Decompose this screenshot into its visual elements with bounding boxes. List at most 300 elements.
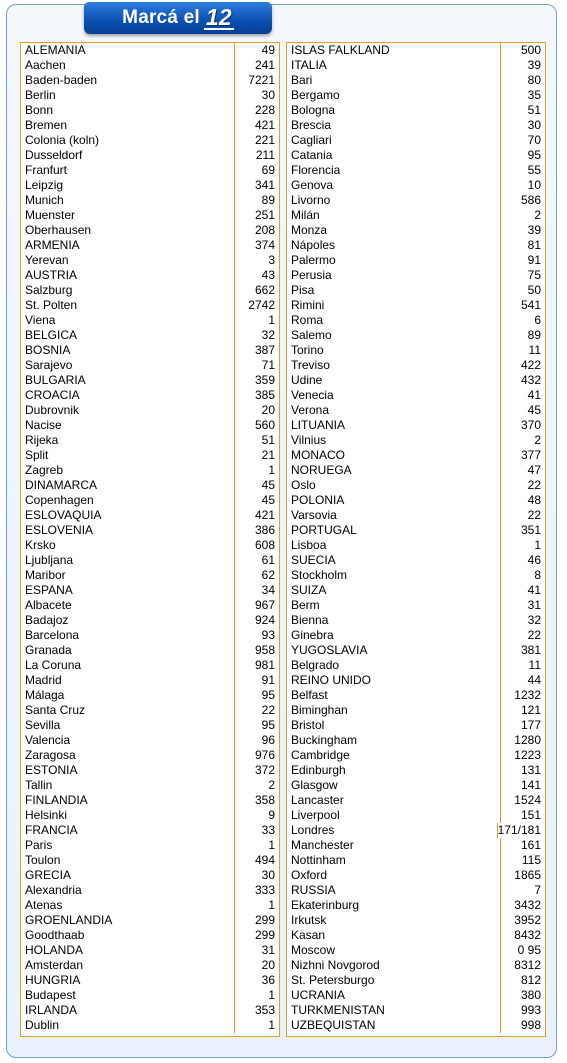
table-row	[287, 898, 545, 913]
place-name: Milán	[287, 208, 501, 223]
place-name: POLONIA	[287, 493, 501, 508]
dial-code: 432	[520, 373, 541, 387]
dial-code: 71	[261, 358, 275, 372]
place-name: Santa Cruz	[21, 703, 235, 718]
dial-code: 1232	[514, 688, 541, 702]
table-row	[287, 1003, 545, 1018]
place-name: Dusseldorf	[21, 148, 235, 163]
place-name: BELGICA	[21, 328, 235, 343]
table-row	[21, 193, 279, 208]
dial-code: 45	[261, 478, 275, 492]
table-row	[287, 778, 545, 793]
table-row	[21, 238, 279, 253]
dial-code: 177	[520, 718, 541, 732]
table-row	[21, 973, 279, 988]
table-row	[21, 508, 279, 523]
dial-code: 1223	[514, 748, 541, 762]
table-row	[287, 58, 545, 73]
place-name: Perusia	[287, 268, 501, 283]
place-name: AUSTRIA	[21, 268, 235, 283]
dial-code: 1	[268, 313, 275, 327]
dial-code: 998	[520, 1018, 541, 1032]
table-row	[21, 838, 279, 853]
place-name: Treviso	[287, 358, 501, 373]
dial-code: 115	[521, 853, 541, 867]
place-name: FINLANDIA	[21, 793, 235, 808]
place-name: Oberhausen	[21, 223, 235, 238]
place-name: Cagliari	[287, 133, 501, 148]
place-name: Lancaster	[287, 793, 501, 808]
table-row	[21, 688, 279, 703]
place-name: Oxford	[287, 868, 501, 883]
place-name: Irkutsk	[287, 913, 501, 928]
dial-code: 608	[254, 538, 275, 552]
dial-code: 45	[527, 403, 541, 417]
place-name: Colonia (koln)	[21, 133, 235, 148]
table-row	[287, 298, 545, 313]
place-name: Salzburg	[21, 283, 235, 298]
table-row	[21, 88, 279, 103]
place-name: Glasgow	[287, 778, 501, 793]
dial-code: 981	[254, 658, 275, 672]
header-number: 12	[205, 4, 232, 30]
dial-code: 131	[520, 763, 541, 777]
place-name: Manchester	[287, 838, 501, 853]
table-row	[287, 538, 545, 553]
dial-code: 299	[254, 928, 275, 942]
place-name: Torino	[287, 343, 501, 358]
place-name: HOLANDA	[21, 943, 235, 958]
dial-code: 1	[268, 463, 275, 477]
dial-code: 70	[527, 133, 541, 147]
table-row	[21, 223, 279, 238]
dial-code: 49	[261, 43, 275, 57]
dial-code: 46	[527, 553, 541, 567]
place-name: Atenas	[21, 898, 235, 913]
table-row	[21, 268, 279, 283]
dial-code: 91	[261, 673, 275, 687]
place-name: Paris	[21, 838, 235, 853]
place-name: Bari	[287, 73, 501, 88]
table-row	[287, 853, 545, 868]
dial-code: 662	[254, 283, 275, 297]
place-name: Londres	[287, 823, 498, 838]
place-name: Barcelona	[21, 628, 235, 643]
dial-code: 48	[527, 493, 541, 507]
place-name: Genova	[287, 178, 501, 193]
table-row	[21, 778, 279, 793]
table-row	[287, 733, 545, 748]
table-row	[287, 118, 545, 133]
table-row	[287, 478, 545, 493]
table-row	[287, 358, 545, 373]
dial-code: 39	[527, 223, 541, 237]
table-row	[21, 208, 279, 223]
place-name: Bonn	[21, 103, 235, 118]
table-row	[287, 403, 545, 418]
dial-code: 121	[520, 703, 541, 717]
place-name: Baden-baden	[21, 73, 235, 88]
place-name: ITALIA	[287, 58, 501, 73]
table-row	[21, 733, 279, 748]
dial-code: 41	[527, 388, 541, 402]
place-name: Pisa	[287, 283, 501, 298]
dial-code: 0 95	[517, 943, 541, 957]
dial-code: 45	[261, 493, 275, 507]
table-row	[21, 793, 279, 808]
table-row	[21, 808, 279, 823]
table-row	[287, 928, 545, 943]
table-row	[21, 703, 279, 718]
dial-code: 89	[527, 328, 541, 342]
dial-code: 22	[527, 628, 541, 642]
table-row	[287, 388, 545, 403]
table-row	[21, 328, 279, 343]
table-row	[21, 628, 279, 643]
place-name: Sarajevo	[21, 358, 235, 373]
dial-code: 7221	[248, 73, 275, 87]
dial-code: 20	[261, 958, 275, 972]
table-row	[21, 553, 279, 568]
table-row	[21, 1018, 279, 1033]
dial-code: 89	[261, 193, 275, 207]
table-row	[287, 943, 545, 958]
place-name: LITUANIA	[287, 418, 501, 433]
dial-code: 51	[261, 433, 275, 447]
dial-code: 299	[254, 913, 275, 927]
dial-code: 2	[268, 778, 275, 792]
place-name: TURKMENISTAN	[287, 1003, 501, 1018]
table-row	[287, 643, 545, 658]
dial-code: 30	[261, 868, 275, 882]
table-row	[287, 238, 545, 253]
place-name: Yerevan	[21, 253, 235, 268]
dial-code: 377	[520, 448, 541, 462]
place-name: Kasan	[287, 928, 501, 943]
place-name: Belfast	[287, 688, 501, 703]
dial-code: 560	[254, 418, 275, 432]
dial-code: 958	[254, 643, 275, 657]
dial-code: 43	[261, 268, 275, 282]
dial-code: 95	[527, 148, 541, 162]
table-row	[287, 508, 545, 523]
place-name: FRANCIA	[21, 823, 235, 838]
table-row	[21, 148, 279, 163]
table-row	[21, 178, 279, 193]
table-row	[287, 988, 545, 1003]
table-row	[21, 283, 279, 298]
table-row	[287, 88, 545, 103]
dial-code: 93	[261, 628, 275, 642]
table-row	[21, 853, 279, 868]
dial-code: 333	[254, 883, 275, 897]
table-row	[287, 598, 545, 613]
table-row	[287, 493, 545, 508]
dial-code: 422	[520, 358, 541, 372]
dial-code: 586	[520, 193, 541, 207]
table-row	[287, 808, 545, 823]
place-name: Valencia	[21, 733, 235, 748]
table-row	[21, 943, 279, 958]
place-name: Bienna	[287, 613, 501, 628]
place-name: Málaga	[21, 688, 235, 703]
place-name: Nacise	[21, 418, 235, 433]
place-name: YUGOSLAVIA	[287, 643, 501, 658]
table-row	[287, 208, 545, 223]
table-row	[21, 103, 279, 118]
table-row	[287, 463, 545, 478]
place-name: Biminghan	[287, 703, 501, 718]
table-row	[287, 628, 545, 643]
table-row	[21, 463, 279, 478]
dial-code: 1	[268, 1018, 275, 1032]
dial-code: 372	[254, 763, 275, 777]
table-row	[21, 988, 279, 1003]
dial-code: 44	[527, 673, 541, 687]
dial-code: 34	[261, 583, 275, 597]
dial-code: 32	[261, 328, 275, 342]
place-name: Helsinki	[21, 808, 235, 823]
table-row	[287, 328, 545, 343]
table-row	[287, 568, 545, 583]
dial-code: 385	[254, 388, 275, 402]
dial-code: 2	[534, 433, 541, 447]
place-name: Madrid	[21, 673, 235, 688]
table-row	[287, 838, 545, 853]
table-row	[287, 313, 545, 328]
table-row	[21, 418, 279, 433]
place-name: NORUEGA	[287, 463, 501, 478]
dial-code: 359	[254, 373, 275, 387]
table-row	[287, 148, 545, 163]
dial-code: 10	[527, 178, 541, 192]
place-name: St. Petersburgo	[287, 973, 501, 988]
table-row	[287, 718, 545, 733]
place-name: Vilnius	[287, 433, 501, 448]
place-name: Ekaterinburg	[287, 898, 501, 913]
table-row	[287, 163, 545, 178]
table-row	[21, 73, 279, 88]
dial-code: 151	[520, 808, 541, 822]
dial-code: 33	[261, 823, 275, 837]
dial-code: 1	[268, 898, 275, 912]
table-row	[21, 478, 279, 493]
table-row	[287, 433, 545, 448]
table-row	[21, 403, 279, 418]
place-name: BOSNIA	[21, 343, 235, 358]
table-row	[21, 493, 279, 508]
table-row	[287, 553, 545, 568]
table-row	[21, 673, 279, 688]
table-row	[287, 73, 545, 88]
table-row	[21, 643, 279, 658]
place-name: MONACO	[287, 448, 501, 463]
table-row	[21, 868, 279, 883]
place-name: Berm	[287, 598, 501, 613]
place-name: Catania	[287, 148, 501, 163]
dial-code: 8	[534, 568, 541, 582]
place-name: Belgrado	[287, 658, 501, 673]
place-name: Budapest	[21, 988, 235, 1003]
table-row	[287, 373, 545, 388]
dial-code: 2742	[248, 298, 275, 312]
table-row	[287, 688, 545, 703]
table-row	[21, 58, 279, 73]
place-name: Edinburgh	[287, 763, 501, 778]
place-name: ESLOVAQUIA	[21, 508, 235, 523]
table-row	[287, 913, 545, 928]
dial-code: 358	[254, 793, 275, 807]
place-name: Aachen	[21, 58, 235, 73]
dial-code: 11	[528, 343, 541, 357]
place-name: PORTUGAL	[287, 523, 501, 538]
dial-code: 541	[520, 298, 541, 312]
dial-code: 9	[268, 808, 275, 822]
dial-code: 3432	[514, 898, 541, 912]
dial-code: 75	[527, 268, 541, 282]
dial-code: 22	[527, 508, 541, 522]
place-name: ARMENIA	[21, 238, 235, 253]
place-name: Dubrovnik	[21, 403, 235, 418]
table-row	[21, 898, 279, 913]
table-row	[21, 358, 279, 373]
dial-code: 251	[254, 208, 275, 222]
dial-code: 924	[254, 613, 275, 627]
place-name: Nápoles	[287, 238, 501, 253]
dial-code: 812	[520, 973, 541, 987]
place-name: Venecia	[287, 388, 501, 403]
dial-code: 3952	[514, 913, 541, 927]
table-row	[21, 343, 279, 358]
dial-code: 41	[527, 583, 541, 597]
place-name: Split	[21, 448, 235, 463]
table-row	[21, 388, 279, 403]
place-name: Muenster	[21, 208, 235, 223]
dial-code: 95	[261, 688, 275, 702]
place-name: Stockholm	[287, 568, 501, 583]
place-name: Dublin	[21, 1018, 235, 1033]
dial-code: 30	[261, 88, 275, 102]
dial-code: 30	[527, 118, 541, 132]
dial-code: 61	[261, 553, 275, 567]
table-row	[287, 793, 545, 808]
table-row	[21, 598, 279, 613]
dial-code: 62	[261, 568, 275, 582]
table-row	[21, 43, 279, 58]
dial-code: 494	[254, 853, 275, 867]
place-name: Nizhni Novgorod	[287, 958, 501, 973]
table-row	[287, 883, 545, 898]
place-name: Roma	[287, 313, 501, 328]
table-row	[21, 958, 279, 973]
place-name: ALEMANIA	[21, 43, 235, 58]
place-name: Ljubljana	[21, 553, 235, 568]
place-name: Ginebra	[287, 628, 501, 643]
dial-code: 141	[520, 778, 541, 792]
table-row	[287, 658, 545, 673]
table-row	[287, 613, 545, 628]
place-name: GROENLANDIA	[21, 913, 235, 928]
header-title: Marcá el	[122, 7, 200, 28]
table-row	[287, 418, 545, 433]
place-name: Sevilla	[21, 718, 235, 733]
dial-code: 171/181	[497, 823, 541, 837]
dial-code: 353	[254, 1003, 275, 1017]
place-name: Bristol	[287, 718, 501, 733]
place-name: La Coruna	[21, 658, 235, 673]
table-row	[21, 313, 279, 328]
place-name: DINAMARCA	[21, 478, 235, 493]
table-row	[21, 568, 279, 583]
place-name: Bremen	[21, 118, 235, 133]
place-name: Franfurt	[21, 163, 235, 178]
dial-code: 50	[527, 283, 541, 297]
dial-code: 2	[534, 208, 541, 222]
table-row	[287, 583, 545, 598]
table-row	[287, 1018, 545, 1033]
table-row	[21, 448, 279, 463]
dial-code: 500	[520, 43, 541, 57]
table-row	[21, 298, 279, 313]
dial-code: 1280	[514, 733, 541, 747]
table-row	[287, 253, 545, 268]
table-row	[21, 583, 279, 598]
place-name: Moscow	[287, 943, 501, 958]
table-row	[287, 103, 545, 118]
place-name: Tallin	[21, 778, 235, 793]
place-name: HUNGRIA	[21, 973, 235, 988]
place-name: Krsko	[21, 538, 235, 553]
dial-code: 95	[261, 718, 275, 732]
dial-code: 39	[527, 58, 541, 72]
table-row	[287, 958, 545, 973]
place-name: Livorno	[287, 193, 501, 208]
dial-code: 11	[528, 658, 541, 672]
place-name: Viena	[21, 313, 235, 328]
dial-code: 421	[254, 118, 275, 132]
table-row	[287, 283, 545, 298]
place-name: Zagreb	[21, 463, 235, 478]
place-name: Palermo	[287, 253, 501, 268]
table-row	[287, 343, 545, 358]
table-row	[21, 748, 279, 763]
table-row	[21, 928, 279, 943]
place-name: Varsovia	[287, 508, 501, 523]
table-row	[287, 43, 545, 58]
dial-code: 35	[527, 88, 541, 102]
place-name: SUECIA	[287, 553, 501, 568]
dial-code: 1	[534, 538, 541, 552]
dial-code: 31	[527, 598, 541, 612]
place-name: Copenhagen	[21, 493, 235, 508]
table-row	[21, 523, 279, 538]
place-name: Maribor	[21, 568, 235, 583]
table-row	[21, 658, 279, 673]
table-row	[21, 763, 279, 778]
place-name: Alexandria	[21, 883, 235, 898]
place-name: Brescia	[287, 118, 501, 133]
dial-code: 6	[534, 313, 541, 327]
dial-code: 241	[254, 58, 275, 72]
dial-code: 976	[254, 748, 275, 762]
place-name: Granada	[21, 643, 235, 658]
dial-code: 31	[261, 943, 275, 957]
dial-code: 386	[254, 523, 275, 537]
dial-code: 91	[527, 253, 541, 267]
dial-code: 20	[261, 403, 275, 417]
place-name: Lisboa	[287, 538, 501, 553]
place-name: REINO UNIDO	[287, 673, 501, 688]
